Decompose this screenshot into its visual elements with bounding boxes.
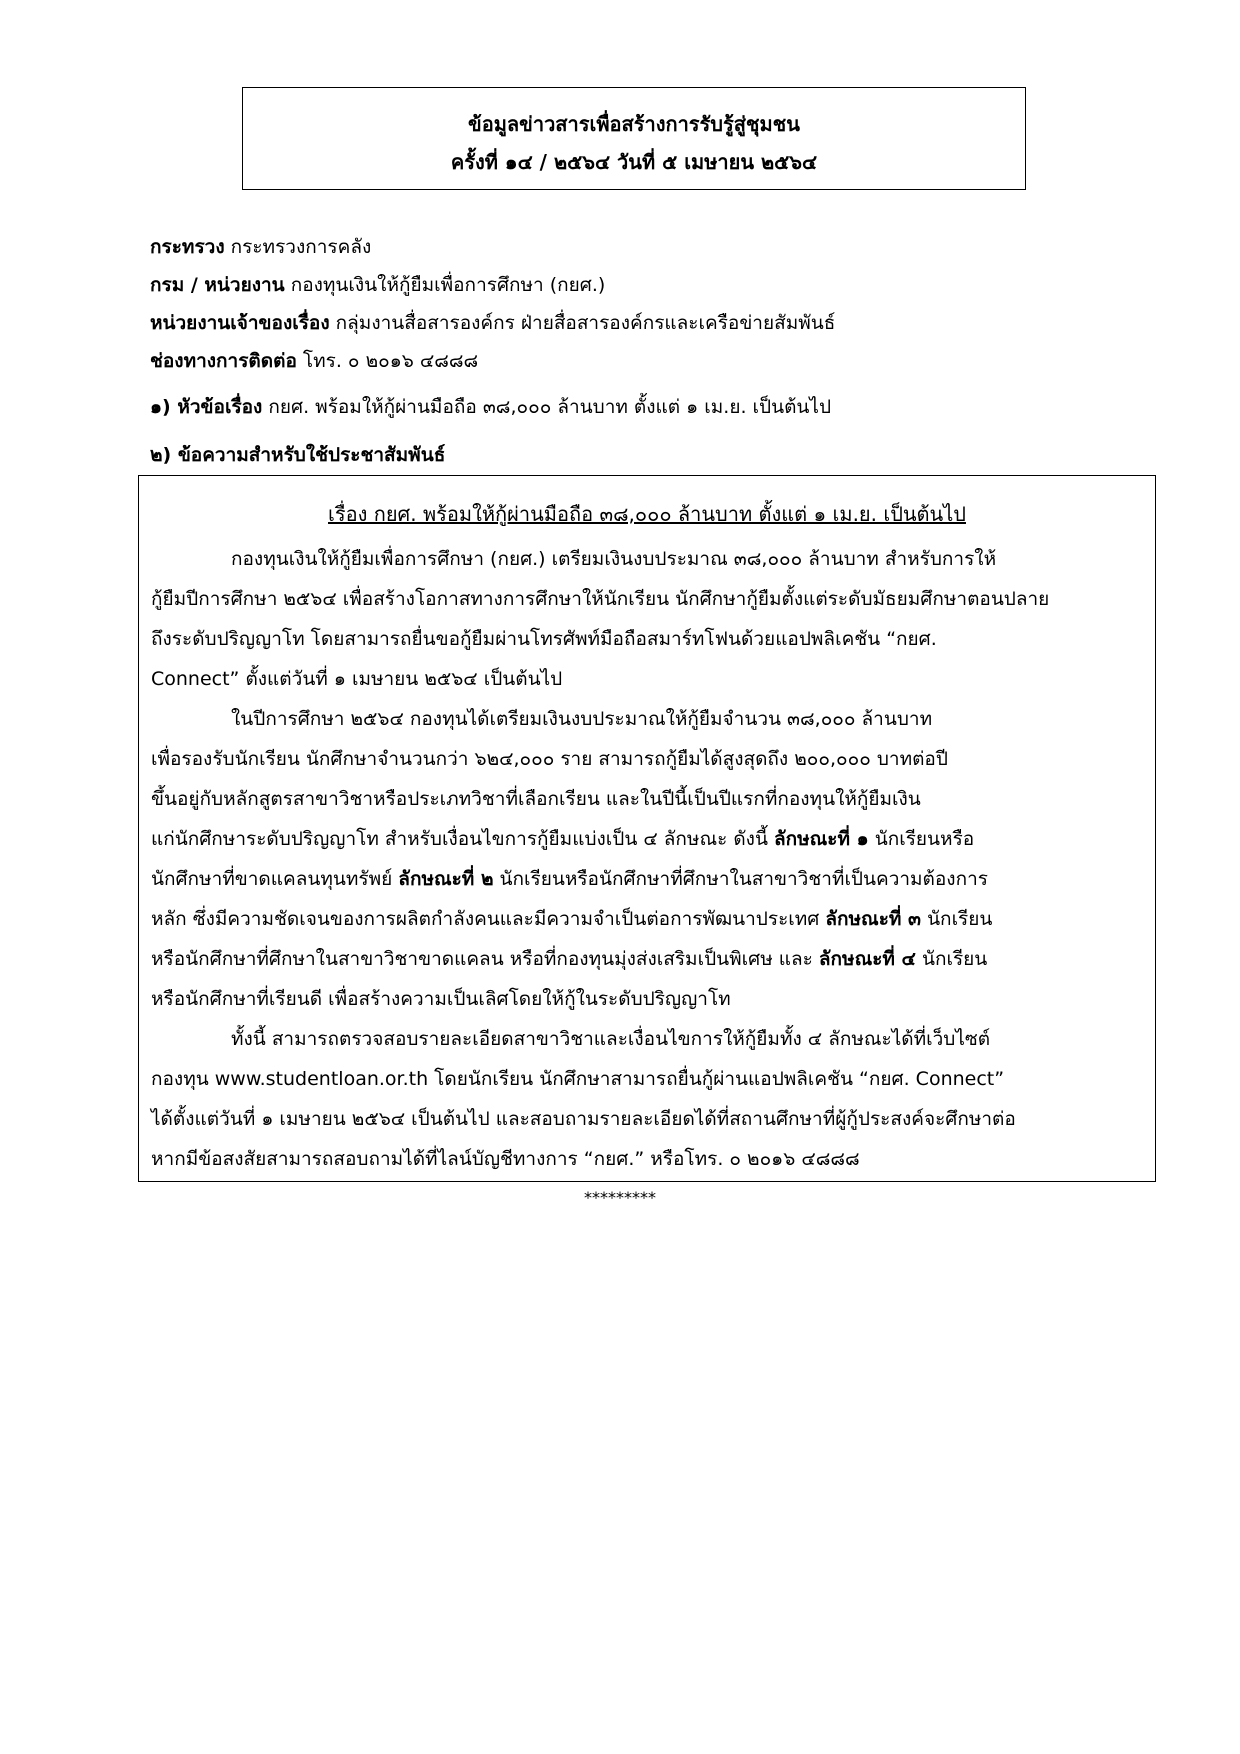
line-text: หรือนักศึกษาที่ศึกษาในสาขาวิชาขาดแคลน หรือที่กองทุนมุ่งส่งเสริมเป็นพิเศษ และ [151, 948, 819, 970]
article-line: หากมีข้อสงสัยสามารถสอบถามได้ที่ไลน์บัญชีทางการ “กยศ.” หรือโทร. ๐ ๒๐๑๖ ๔๘๘๘ [151, 1148, 860, 1170]
topic-value: กยศ. พร้อมให้กู้ผ่านมือถือ ๓๘,๐๐๐ ล้านบาท ตั้งแต่ ๑ เม.ย. เป็นต้นไป [268, 396, 832, 418]
contact-row [150, 346, 478, 376]
line-text: นักศึกษาที่ขาดแคลนทุนทรัพย์ [151, 868, 399, 890]
line-text: นักเรียนหรือ [868, 828, 975, 850]
ministry-label: กระทรวง [150, 236, 225, 258]
end-marker: ********* [584, 1188, 656, 1207]
owner-value: กลุ่มงานสื่อสารองค์กร ฝ่ายสื่อสารองค์กรและเครือข่ายสัมพันธ์ [335, 312, 836, 334]
article-line [151, 944, 987, 974]
article-line: หรือนักศึกษาที่เรียนดี เพื่อสร้างความเป็นเลิศโดยให้กู้ในระดับปริญญาโท [151, 988, 731, 1010]
line-text: แก่นักศึกษาระดับปริญญาโท สำหรับเงื่อนไขการกู้ยืมแบ่งเป็น ๔ ลักษณะ ดังนี้ [151, 828, 774, 850]
line-text: นักเรียนหรือนักศึกษาที่ศึกษาในสาขาวิชาที่เป็นความต้องการ [493, 868, 988, 890]
article-line: Connect” ตั้งแต่วันที่ ๑ เมษายน ๒๕๖๔ เป็นต้นไป [151, 668, 563, 690]
department-row [150, 270, 605, 300]
topic-label: ๑) หัวข้อเรื่อง [150, 396, 263, 418]
article-headline: เรื่อง กยศ. พร้อมให้กู้ผ่านมือถือ ๓๘,๐๐๐ ล้านบาท ตั้งแต่ ๑ เม.ย. เป็นต้นไป [328, 502, 966, 526]
contact-value: โทร. ๐ ๒๐๑๖ ๔๘๘๘ [302, 350, 479, 372]
article-line [151, 904, 992, 934]
article-line: กองทุน www.studentloan.or.th โดยนักเรียน นักศึกษาสามารถยื่นกู้ผ่านแอปพลิเคชัน “กยศ. Connect” [151, 1068, 1005, 1090]
article-line: กู้ยืมปีการศึกษา ๒๕๖๔ เพื่อสร้างโอกาสทางการศึกษาให้นักเรียน นักศึกษากู้ยืมตั้งแต่ระดับมัธยมศึกษาตอนปลาย [151, 588, 1050, 610]
document-title: ข้อมูลข่าวสารเพื่อสร้างการรับรู้สู่ชุมชน [468, 112, 800, 136]
topic-row [150, 392, 831, 422]
criteria-3-label: ลักษณะที่ ๓ [825, 908, 922, 930]
article-line [151, 864, 988, 894]
article-line: กองทุนเงินให้กู้ยืมเพื่อการศึกษา (กยศ.) เตรียมเงินงบประมาณ ๓๘,๐๐๐ ล้านบาท สำหรับการให้ [231, 548, 997, 570]
press-release-box [138, 475, 1156, 1182]
ministry-row [150, 232, 371, 262]
line-text: หลัก ซึ่งมีความชัดเจนของการผลิตกำลังคนและมีความจำเป็นต่อการพัฒนาประเทศ [151, 908, 826, 930]
line-text: นักเรียน [921, 908, 993, 930]
criteria-2-label: ลักษณะที่ ๒ [398, 868, 494, 890]
criteria-1-label: ลักษณะที่ ๑ [773, 828, 869, 850]
article-line: ทั้งนี้ สามารถตรวจสอบรายละเอียดสาขาวิชาและเงื่อนไขการให้กู้ยืมทั้ง ๔ ลักษณะได้ที่เว็บไซต์ [231, 1028, 991, 1050]
message-label: ๒) ข้อความสำหรับใช้ประชาสัมพันธ์ [150, 444, 446, 466]
criteria-4-label: ลักษณะที่ ๔ [818, 948, 916, 970]
ministry-value: กระทรวงการคลัง [230, 236, 372, 258]
article-line: ถึงระดับปริญญาโท โดยสามารถยื่นขอกู้ยืมผ่านโทรศัพท์มือถือสมาร์ทโฟนด้วยแอปพลิเคชัน “กยศ. [151, 628, 937, 650]
line-text: นักเรียน [915, 948, 988, 970]
issue-line: ครั้งที่ ๑๔ / ๒๕๖๔ วันที่ ๕ เมษายน ๒๕๖๔ [450, 150, 818, 174]
department-value: กองทุนเงินให้กู้ยืมเพื่อการศึกษา (กยศ.) [290, 274, 606, 296]
article-line: ได้ตั้งแต่วันที่ ๑ เมษายน ๒๕๖๔ เป็นต้นไป และสอบถามรายละเอียดได้ที่สถานศึกษาที่ผู้กู้ประสงค์จะศึกษาต่อ [151, 1108, 1016, 1130]
article-line [151, 824, 974, 854]
article-line: ในปีการศึกษา ๒๕๖๔ กองทุนได้เตรียมเงินงบประมาณให้กู้ยืมจำนวน ๓๘,๐๐๐ ล้านบาท [231, 708, 933, 730]
owner-row [150, 308, 835, 338]
department-label: กรม / หน่วยงาน [150, 274, 285, 296]
contact-label: ช่องทางการติดต่อ [150, 350, 297, 372]
article-line: เพื่อรองรับนักเรียน นักศึกษาจำนวนกว่า ๖๒๔,๐๐๐ ราย สามารถกู้ยืมได้สูงสุดถึง ๒๐๐,๐๐๐ บาทต่อปี [151, 748, 948, 770]
title-box [242, 87, 1026, 190]
owner-label: หน่วยงานเจ้าของเรื่อง [150, 312, 330, 334]
article-line: ขึ้นอยู่กับหลักสูตรสาขาวิชาหรือประเภทวิชาที่เลือกเรียน และในปีนี้เป็นปีแรกที่กองทุนให้กู้ยืมเงิน [151, 788, 921, 810]
message-row [150, 440, 445, 470]
